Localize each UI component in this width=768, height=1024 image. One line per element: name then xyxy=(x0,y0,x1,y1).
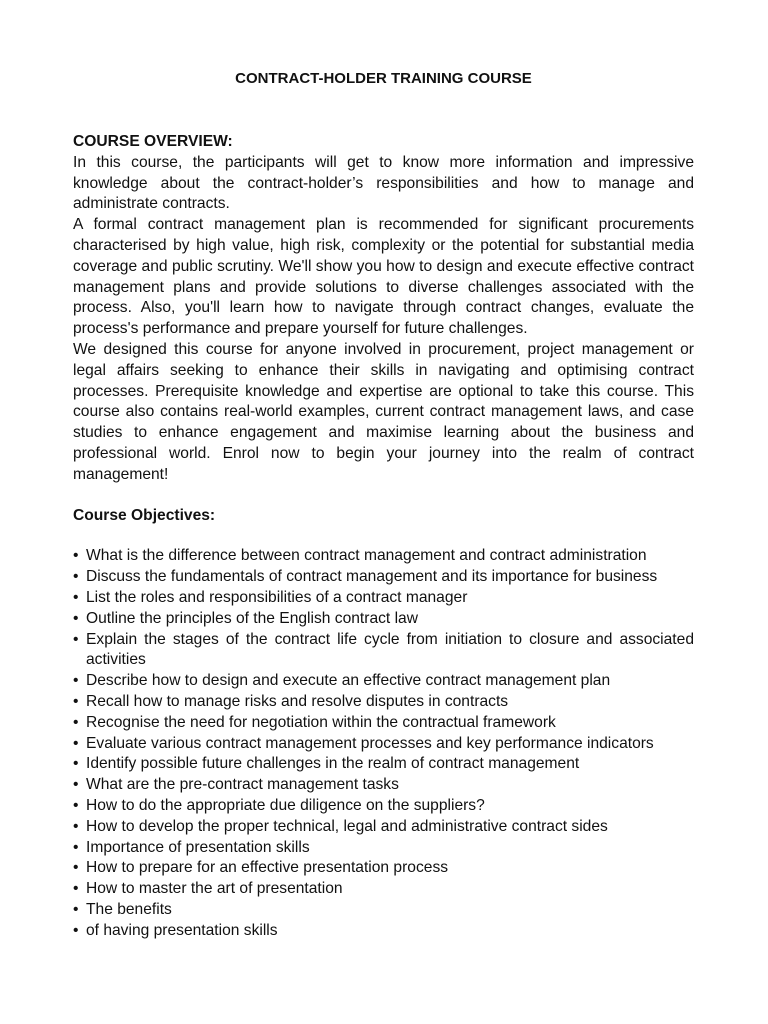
objectives-spacer xyxy=(73,486,694,506)
objective-item xyxy=(73,692,694,713)
objective-text: List the roles and responsibilities of a contract manager xyxy=(86,588,468,606)
title-spacer xyxy=(73,92,694,132)
objective-text: What are the pre-contract management tasks xyxy=(86,776,399,794)
objective-text: How to prepare for an effective presentation process xyxy=(86,859,449,877)
course-overview-heading: COURSE OVERVIEW: xyxy=(73,133,233,150)
objective-text: What is the difference between contract management and contract administration xyxy=(86,547,647,565)
bullet-icon: • xyxy=(73,630,79,648)
course-objectives-heading: Course Objectives: xyxy=(73,506,216,524)
objective-text: How to do the appropriate due diligence on the suppliers? xyxy=(86,796,485,814)
objective-text: Evaluate various contract management processes and key performance indicators xyxy=(86,734,654,752)
objective-item xyxy=(73,817,694,838)
bullet-icon: • xyxy=(73,859,79,877)
overview-paragraph-1: In this course, the participants will get to know more information and impressive knowledge about the contract-holder’s responsibilities and how to manage and administrate contracts. xyxy=(73,153,694,213)
objective-text: of having presentation skills xyxy=(86,921,278,939)
bullet-icon: • xyxy=(73,755,79,773)
objective-item xyxy=(73,796,694,817)
objective-text: How to develop the proper technical, legal and administrative contract sides xyxy=(86,817,608,835)
document-title: CONTRACT-HOLDER TRAINING COURSE xyxy=(235,70,532,87)
objective-item xyxy=(73,671,694,692)
bullet-icon: • xyxy=(73,547,79,565)
objective-text: Discuss the fundamentals of contract management and its importance for business xyxy=(86,568,658,586)
bullet-icon: • xyxy=(73,609,79,627)
bullet-icon: • xyxy=(73,713,79,731)
objective-item xyxy=(73,588,694,609)
objective-item xyxy=(73,900,694,921)
bullet-icon: • xyxy=(73,880,79,898)
objective-text: Recognise the need for negotiation within the contractual framework xyxy=(86,713,556,731)
overview-paragraph-3: We designed this course for anyone involved in procurement, project management or legal affairs seeking to enhance their skills in navigating and optimising contract processes. Prerequisite knowledge and expertise are optional to take this course. This course also contains real-world examples, current contract management laws, and case studies to enhance engagement and maximise learning about the business and professional world. Enrol now to begin your journey into the realm of contract management! xyxy=(73,340,694,483)
objective-item xyxy=(73,546,694,567)
objective-text: Identify possible future challenges in the realm of contract management xyxy=(86,755,580,773)
objective-text: Describe how to design and execute an effective contract management plan xyxy=(86,672,611,690)
objective-text: How to master the art of presentation xyxy=(86,880,343,898)
objective-text: Explain the stages of the contract life cycle from initiation to closure and associated activities xyxy=(86,630,694,669)
bullet-icon: • xyxy=(73,692,79,710)
bullet-icon: • xyxy=(73,776,79,794)
objective-item xyxy=(73,609,694,630)
objective-text: Outline the principles of the English contract law xyxy=(86,609,418,627)
objectives-list xyxy=(73,546,694,941)
bullet-icon: • xyxy=(73,796,79,814)
document-page xyxy=(73,66,694,941)
objective-text: The benefits xyxy=(86,900,172,918)
bullet-icon: • xyxy=(73,817,79,835)
bullet-icon: • xyxy=(73,900,79,918)
objective-item xyxy=(73,734,694,755)
objective-text: Importance of presentation skills xyxy=(86,838,310,856)
objective-text: Recall how to manage risks and resolve disputes in contracts xyxy=(86,692,509,710)
objective-item xyxy=(73,858,694,879)
objective-item xyxy=(73,838,694,859)
objective-item xyxy=(73,630,694,672)
objective-item xyxy=(73,567,694,588)
bullet-icon: • xyxy=(73,672,79,690)
bullet-icon: • xyxy=(73,838,79,856)
overview-paragraph-2: A formal contract management plan is recommended for significant procurements characterised by high value, high risk, complexity or the potential for substantial media coverage and public scrutiny. We'll show you how to design and execute effective contract management plans and provide solutions to diverse challenges associated with the process. Also, you'll learn how to navigate through contract changes, evaluate the process's performance and prepare yourself for future challenges. xyxy=(73,216,694,338)
bullet-icon: • xyxy=(73,588,79,606)
objective-item xyxy=(73,754,694,775)
bullet-icon: • xyxy=(73,568,79,586)
objective-item xyxy=(73,879,694,900)
bullet-icon: • xyxy=(73,921,79,939)
list-spacer xyxy=(73,526,694,546)
objective-item xyxy=(73,921,694,942)
objective-item xyxy=(73,775,694,796)
objective-item xyxy=(73,713,694,734)
bullet-icon: • xyxy=(73,734,79,752)
